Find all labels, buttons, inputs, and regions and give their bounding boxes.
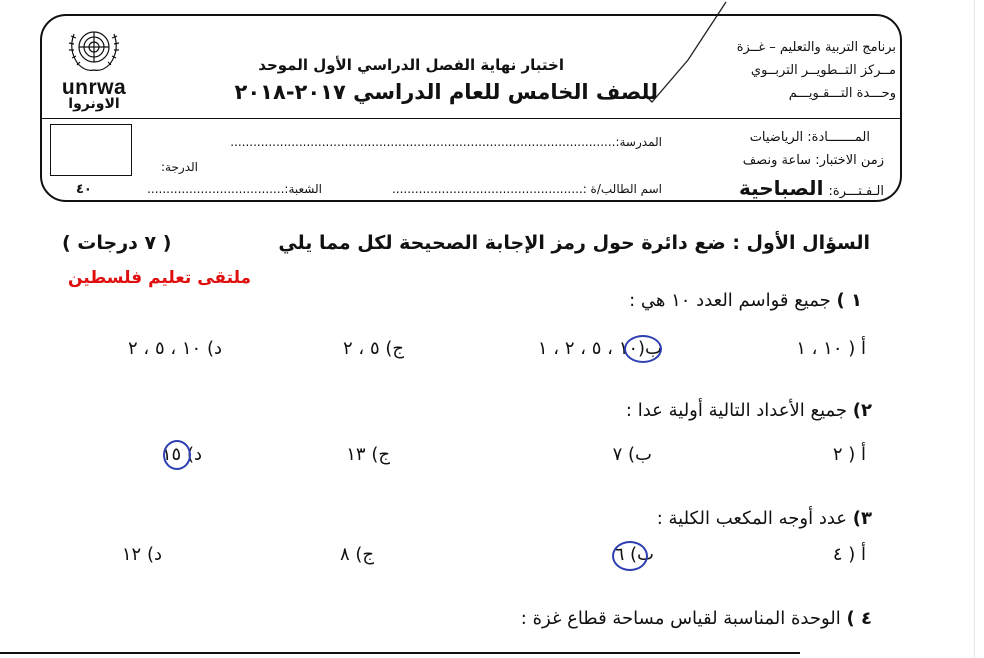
item-3-option-c bbox=[340, 544, 374, 565]
period-label: الـفـتـــرة: bbox=[828, 184, 884, 199]
option-label: أ ( bbox=[848, 338, 866, 359]
option-value: ١٠ ، ٥ ، ٢ ، ١ bbox=[537, 338, 639, 359]
option-value: ٧ bbox=[612, 444, 623, 465]
school-field: المدرسة:..................................................................................................... bbox=[230, 135, 662, 149]
section-field: الشعبة:.................................... bbox=[147, 182, 322, 196]
option-value: ٦ bbox=[614, 544, 625, 565]
option-label: ب) bbox=[630, 544, 654, 565]
header-divider bbox=[42, 118, 900, 119]
answer-circle bbox=[624, 335, 662, 363]
watermark-text: ملتقى تعليم فلسطين bbox=[68, 268, 252, 288]
un-emblem-icon bbox=[52, 20, 136, 80]
grade-label: الدرجة: bbox=[161, 160, 198, 174]
item-2-option-a bbox=[833, 444, 866, 465]
question-1-title: السؤال الأول : ضع دائرة حول رمز الإجابة الصحيحة لكل مما يلي bbox=[278, 232, 870, 254]
option-label: ب) bbox=[628, 444, 652, 465]
option-value: ٢ bbox=[832, 444, 843, 465]
grade-box bbox=[50, 124, 132, 176]
option-label: أ ( bbox=[848, 544, 866, 565]
item-2-option-c bbox=[346, 444, 390, 465]
logo-text-en: unrwa bbox=[61, 76, 127, 99]
option-label: د) bbox=[186, 444, 202, 465]
answer-circle bbox=[163, 440, 191, 470]
period-field bbox=[739, 176, 884, 200]
period-value: الصباحية bbox=[738, 176, 824, 200]
footer-rule bbox=[0, 652, 800, 654]
org-line-3: وحـــدة التـــقـويـــم bbox=[788, 86, 896, 101]
answer-circle bbox=[612, 541, 648, 571]
item-2-option-b bbox=[613, 444, 652, 465]
duration-field: زمن الاختبار: ساعة ونصف bbox=[742, 153, 884, 168]
exam-title: اختبار نهاية الفصل الدراسي الأول الموحد bbox=[258, 56, 564, 74]
option-value: ٤ bbox=[832, 544, 843, 565]
question-1-marks: ( ٧ درجات ) bbox=[62, 232, 172, 254]
option-value: ١٠ ، ٥ ، ٢ bbox=[128, 338, 202, 359]
org-line-1: برنامج التربية والتعليم – غــزة bbox=[736, 40, 896, 55]
item-1-text: جميع قواسم العدد ١٠ هي : bbox=[629, 290, 831, 311]
item-3-question bbox=[657, 508, 872, 529]
item-1-option-c bbox=[343, 338, 404, 359]
item-2-question bbox=[626, 400, 872, 421]
grade-total: ٤٠ bbox=[76, 182, 92, 197]
option-label: أ ( bbox=[848, 444, 866, 465]
option-value: ٨ bbox=[339, 544, 350, 565]
exam-subtitle: للصف الخامس للعام الدراسي ٢٠١٧-٢٠١٨ bbox=[234, 80, 658, 104]
option-label: د) bbox=[146, 544, 162, 565]
option-label: ج) bbox=[355, 544, 374, 565]
page-edge bbox=[974, 0, 975, 658]
option-label: د) bbox=[206, 338, 222, 359]
option-value: ٥ ، ٢ bbox=[343, 338, 380, 359]
option-value: ١٢ bbox=[121, 544, 142, 565]
item-4-text: الوحدة المناسبة لقياس مساحة قطاع غزة : bbox=[520, 608, 841, 629]
option-label: ج) bbox=[385, 338, 404, 359]
option-value: ١٥ bbox=[161, 444, 182, 465]
option-label: ج) bbox=[371, 444, 390, 465]
item-3-option-d bbox=[122, 544, 162, 565]
option-label: ب( bbox=[638, 338, 662, 359]
subject-field: المـــــــادة: الرياضيات bbox=[749, 130, 870, 145]
item-1-option-a bbox=[796, 338, 866, 359]
item-2-number: ٢) bbox=[852, 400, 872, 421]
student-name-field: اسم الطالب/ة :.................................................. bbox=[391, 182, 662, 196]
option-value: ١٠ ، ١ bbox=[796, 338, 843, 359]
item-1-question bbox=[629, 290, 862, 311]
option-value: ١٣ bbox=[346, 444, 366, 465]
org-line-2: مــركز التــطويــر التربــوي bbox=[750, 63, 896, 78]
item-1-option-d bbox=[128, 338, 222, 359]
item-3-text: عدد أوجه المكعب الكلية : bbox=[656, 508, 848, 529]
unrwa-logo bbox=[52, 20, 136, 114]
item-4-number: ٤ ) bbox=[846, 608, 872, 629]
item-2-text: جميع الأعداد التالية أولية عدا : bbox=[625, 400, 848, 421]
item-4-question bbox=[521, 608, 872, 629]
item-3-number: ٣) bbox=[852, 508, 872, 529]
item-3-option-a bbox=[833, 544, 866, 565]
item-1-number: ١ ) bbox=[836, 290, 862, 311]
logo-text-ar: الاونروا bbox=[68, 96, 120, 112]
